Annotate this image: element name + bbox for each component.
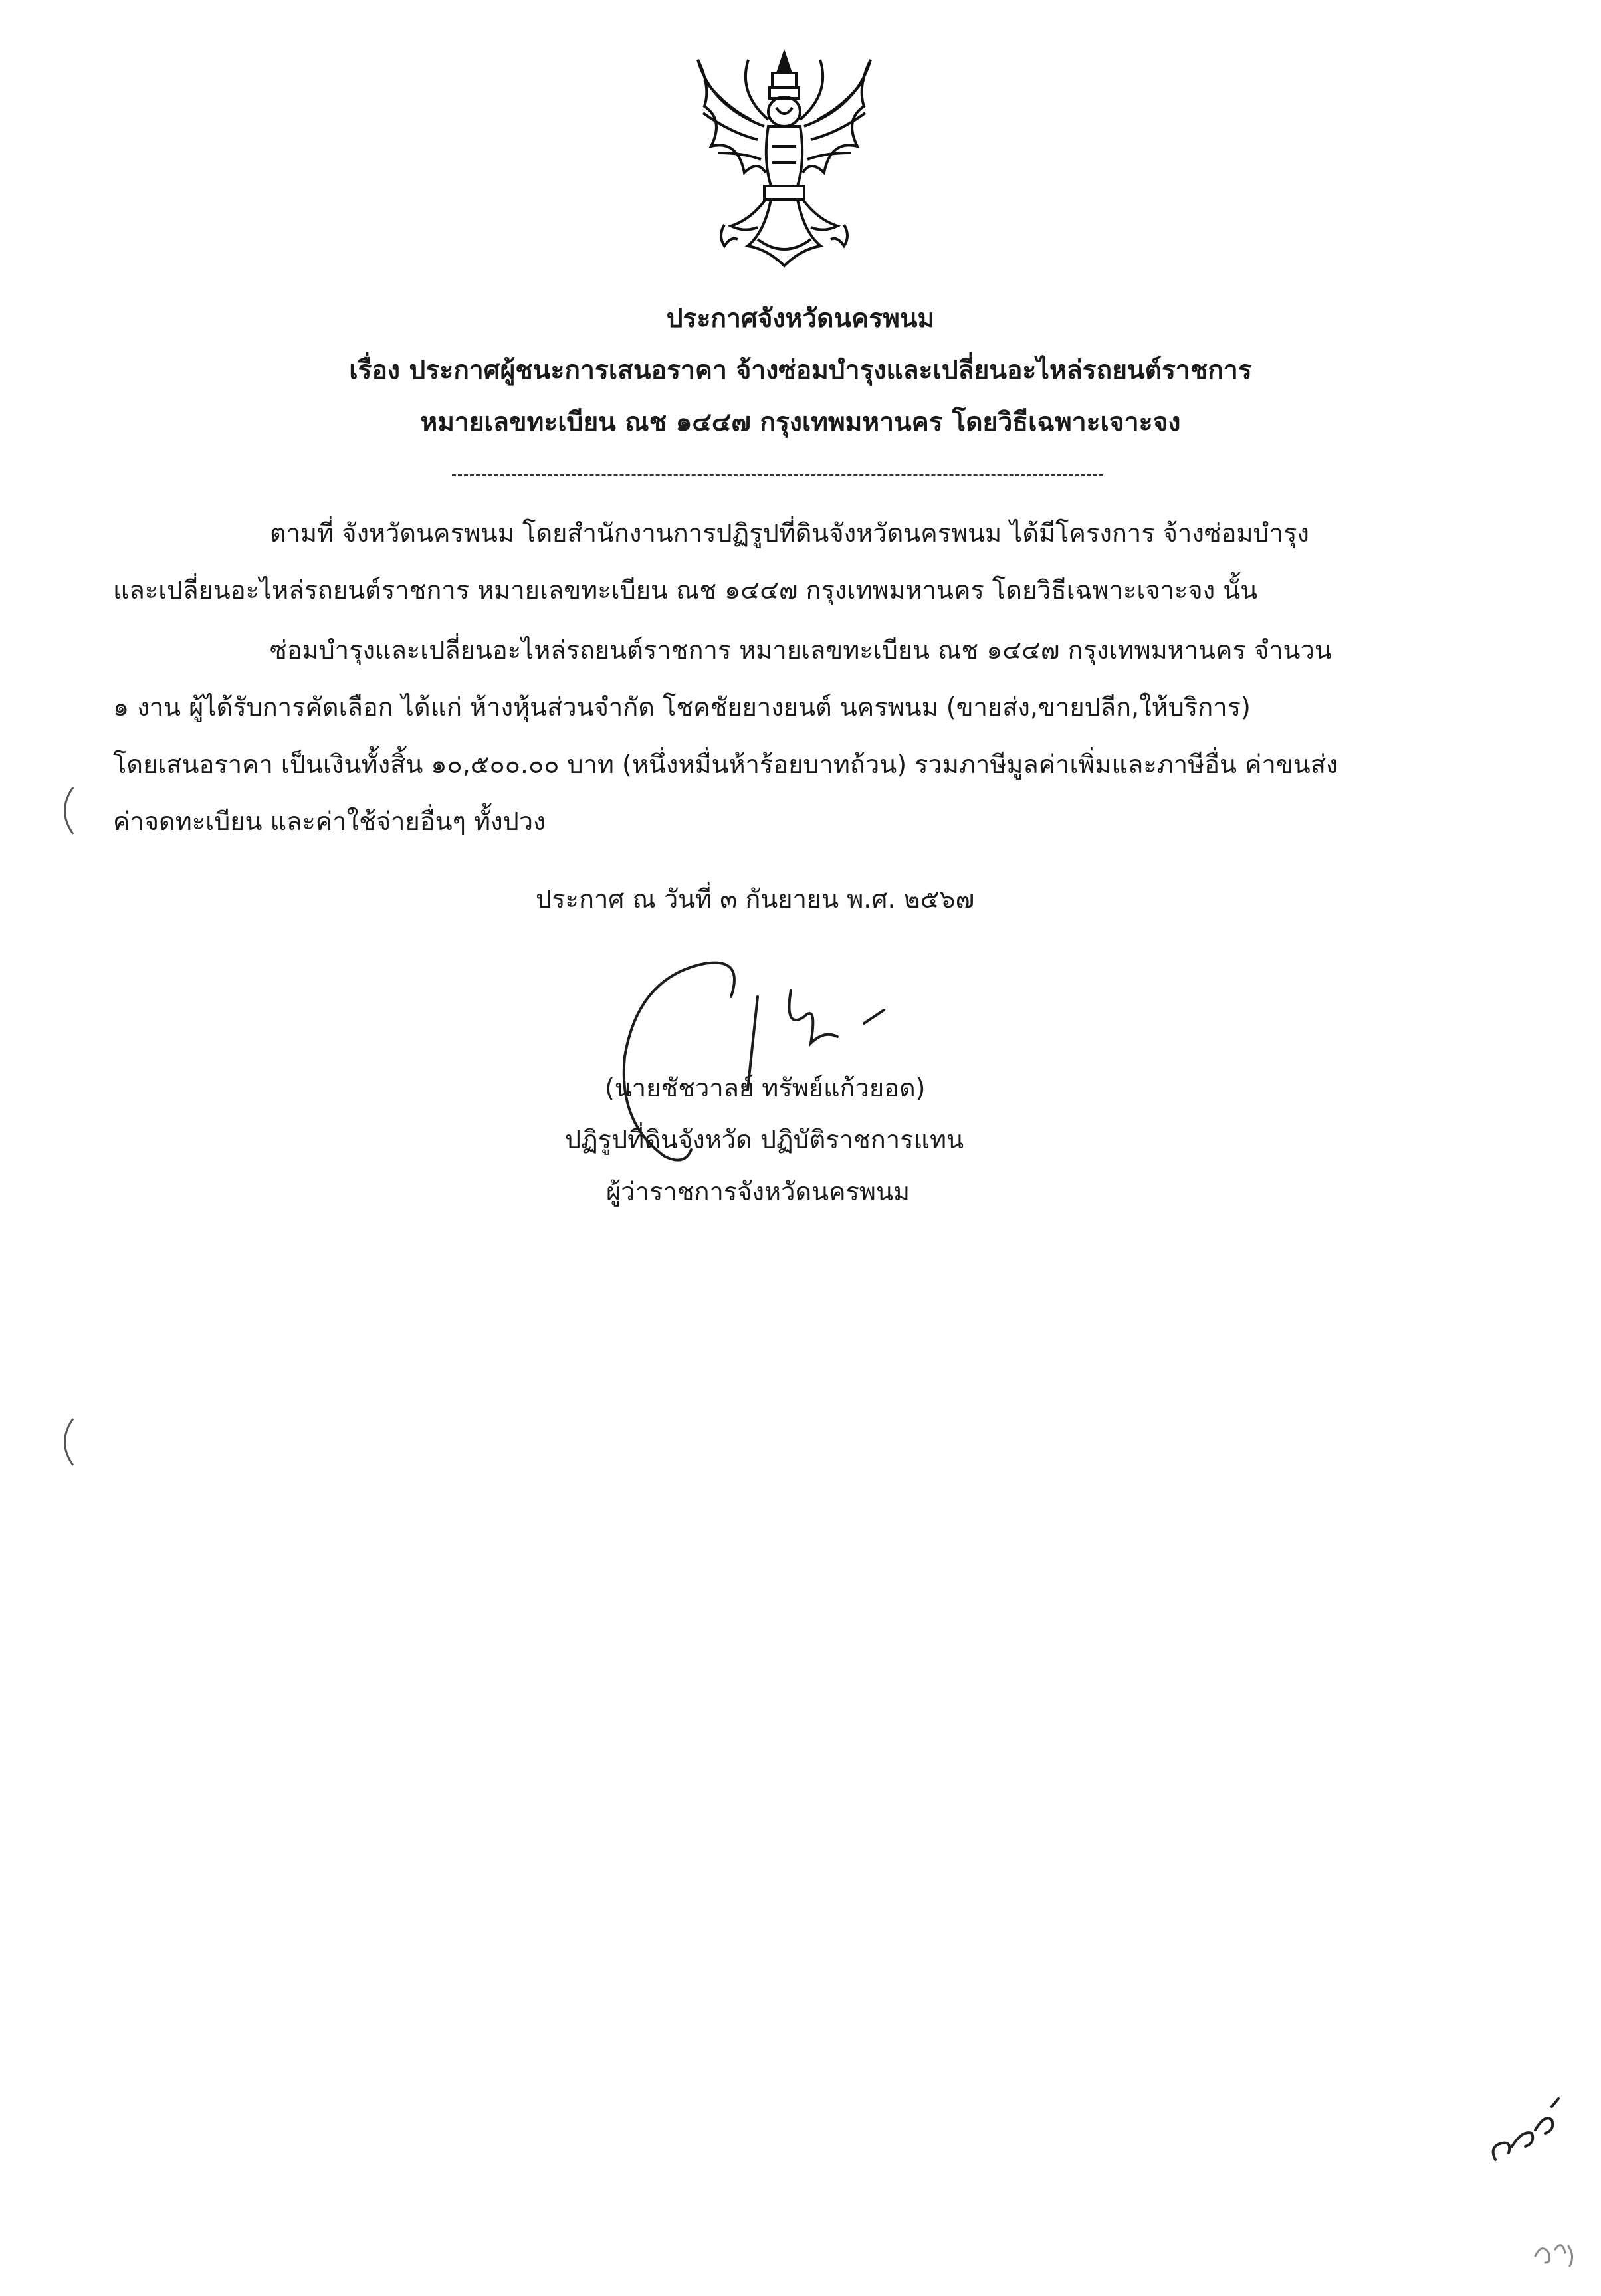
signatory-position: ปฏิรูปที่ดินจังหวัด ปฏิบัติราชการแทน (565, 1125, 964, 1154)
para2-line-1: ซ่อมบำรุงและเปลี่ยนอะไหล่รถยนต์ราชการ หมายเลขทะเบียน ณช ๑๔๔๗ กรุงเทพมหานคร จำนวน (270, 635, 1332, 665)
para2-line-3: โดยเสนอราคา เป็นเงินทั้งสิ้น ๑๐,๕๐๐.๐๐ บาท (หนึ่งหมื่นห้าร้อยบาทถ้วน) รวมภาษีมูลค่าเพิ่มและภาษีอื่น ค่าขนส่ง (113, 750, 1338, 779)
para1-line-1: ตามที่ จังหวัดนครพนม โดยสำนักงานการปฏิรูปที่ดินจังหวัดนครพนม ได้มีโครงการ จ้างซ่อมบำรุง (270, 518, 1309, 548)
garuda-emblem-icon (685, 47, 884, 282)
document-subject-line-2: หมายเลขทะเบียน ณช ๑๔๔๗ กรุงเทพมหานคร โดยวิธีเฉพาะเจาะจง (420, 407, 1181, 437)
handwritten-note-icon (1529, 2230, 1582, 2276)
document-subject-line-1: เรื่อง ประกาศผู้ชนะการเสนอราคา จ้างซ่อมบำรุงและเปลี่ยนอะไหล่รถยนต์ราชการ (349, 356, 1252, 385)
document-title: ประกาศจังหวัดนครพนม (666, 304, 935, 334)
punch-mark-icon (53, 784, 80, 837)
handwritten-note-icon (1482, 2093, 1568, 2173)
para2-line-2: ๑ งาน ผู้ได้รับการคัดเลือก ได้แก่ ห้างหุ้นส่วนจำกัด โชคชัยยางยนต์ นครพนม (ขายส่ง,ขายปลีก,ให้บริการ) (113, 692, 1251, 722)
header-divider (452, 474, 1103, 476)
announcement-date: ประกาศ ณ วันที่ ๓ กันยายน พ.ศ. ๒๕๖๗ (536, 885, 975, 914)
punch-mark-icon (53, 1415, 80, 1469)
signatory-authority: ผู้ว่าราชการจังหวัดนครพนม (606, 1177, 910, 1206)
para1-line-2: และเปลี่ยนอะไหล่รถยนต์ราชการ หมายเลขทะเบียน ณช ๑๔๔๗ กรุงเทพมหานคร โดยวิธีเฉพาะเจาะจง นั้น (113, 575, 1258, 605)
para2-line-4: ค่าจดทะเบียน และค่าใช้จ่ายอื่นๆ ทั้งปวง (113, 807, 546, 836)
signatory-name: (นายชัชวาลย์ ทรัพย์แก้วยอด) (605, 1073, 926, 1102)
